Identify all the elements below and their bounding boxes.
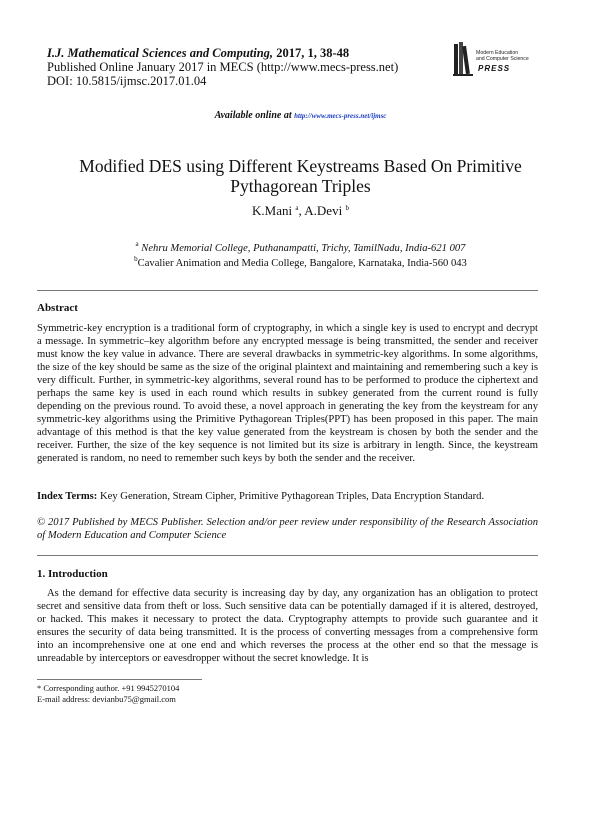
corresponding-author: * Corresponding author. +91 9945270104 [37,683,180,693]
introduction-text: As the demand for effective data security is increasing day by day, any organization has an obligation to protect secret and sensitive data from theft or loss. Such sensitive data can be potentially damaged if it is altered, destroyed, or hacked. This makes it necessary to protect the data. Cryptography attempts to provide such guarantee and it ensures the security of data being transmitted. It is the process of converting messages from a comprehensive form into an incomprehensive one at one end and which reverses the process at the other end so that the message is unreadable by interceptors or eavesdropper without the secret knowledge. It is [37,588,538,664]
introduction-heading: 1. Introduction [37,568,108,580]
index-terms-label: Index Terms: [37,491,98,502]
available-label: Available online at [214,110,295,121]
publisher-logo [452,40,544,86]
footnote [37,683,179,705]
author-1-marker: a [295,204,299,212]
journal-citation [47,46,398,60]
available-online [0,110,601,121]
published-line: Published Online January 2017 in MECS (http://www.mecs-press.net) [47,60,399,74]
author-2: A.Devi [304,203,346,218]
journal-volume-pages: 2017, 1, 38-48 [273,46,350,60]
authors [0,203,601,219]
journal-link[interactable]: http://www.mecs-press.net/ijmsc [294,112,387,120]
index-terms [37,490,538,503]
author-1: K.Mani [252,203,296,218]
affiliations [0,241,601,271]
paper-title [50,156,551,196]
affiliation-a-marker: a [135,240,139,248]
journal-title: I.J. Mathematical Sciences and Computing, [47,46,274,60]
author-separator: , [298,203,305,218]
abstract-heading: Abstract [37,302,78,314]
author-2-marker: b [345,204,349,212]
title-line-2: Pythagorean Triples [230,176,371,196]
book-stack-icon [452,40,476,80]
copyright-notice: © 2017 Published by MECS Publisher. Selection and/or peer review under responsibility of the Research Association of Modern Education and Computer Science [37,517,538,541]
abstract-text: Symmetric-key encryption is a traditional form of cryptography, in which a single key is used to encrypt and decrypt a message. In symmetric–key algorithm before any encrypted message is being transmitted, the sender and receiver must know the key value in advance. There are several drawbacks in symmetric-key algorithms. In some algorithms, the size of the key should be same as the size of the original plaintext and maintaining and remembering such a key is very difficult. Further, in symmetric-key algorithms, several round has to be performed to produce the ciphertext and perhaps the same key is used in each round which results in subkey generated from the current round is fully depending on the previous round. To avoid these, a novel approach in generating the key from the keystream for any symmetric-key algorithms using the Primitive Pythagorean Triples(PPT) has been proposed in this paper. The main advantage of this method is that the key value generated from the keystream is chosen by both the sender and the receiver. Further, the size of the key sequence is not limited but its size is arbitrary in length. Since, the keystream generated is random, no need to remember such keys by both the sender and the receiver. [37,323,538,464]
affiliation-b-text: Cavalier Animation and Media College, Bangalore, Karnataka, India-560 043 [137,258,467,269]
affiliation-a [0,241,601,256]
journal-header [47,46,398,88]
index-terms-text: Key Generation, Stream Cipher, Primitive Pythagorean Triples, Data Encryption Standard. [97,491,485,502]
footnote-rule [37,679,202,680]
affiliation-b [0,256,601,271]
affiliation-b-marker: b [134,255,138,263]
title-line-1: Modified DES using Different Keystreams Based On Primitive [79,156,522,176]
email-address: E-mail address: devianbu75@gmail.com [37,694,176,704]
abstract-top-rule [37,290,538,291]
logo-press: PRESS [478,64,511,73]
affiliation-a-text: Nehru Memorial College, Puthanampatti, Trichy, TamilNadu, India-621 007 [138,243,466,254]
doi-line: DOI: 10.5815/ijmsc.2017.01.04 [47,74,207,88]
logo-line-1: Modern Education [476,50,519,56]
abstract-bottom-rule [37,555,538,556]
logo-line-2: and Computer Science [476,56,529,62]
logo-name [476,50,529,62]
